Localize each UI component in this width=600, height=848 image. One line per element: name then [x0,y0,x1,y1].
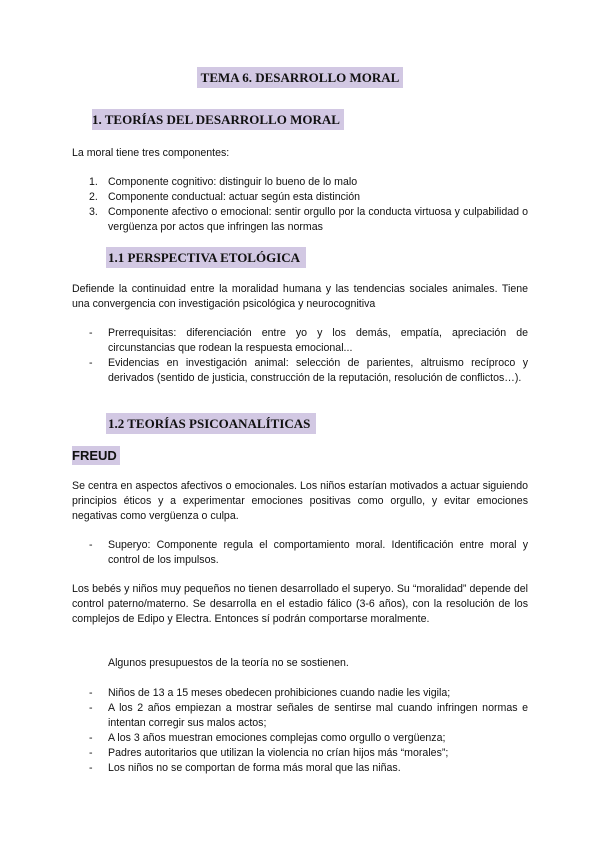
bullet-item: Padres autoritarios que utilizan la violencia no crían hijos más “morales”; [108,747,449,759]
freud-paragraph-2: Los bebés y niños muy pequeños no tienen desarrollado el superyo. Su “moralidad” depende del control paterno/materno. Se desarrolla en el estadio fálico (3-6 años), con la resolución de los complejos de Edipo y Electra. Entonces sí podrán comportarse moralmente. [72,583,528,625]
bullet-item: Prerrequisitas: diferenciación entre yo y los demás, empatía, apreciación de circunstancias que rodean la respuesta emocional... [108,327,528,354]
list-number: 2. [89,191,98,203]
presupuestos-text: Algunos presupuestos de la teoría no se sostienen. [108,657,349,669]
list-number: 1. [89,176,98,188]
list-number: 3. [89,206,98,218]
bullet-item: Niños de 13 a 15 meses obedecen prohibiciones cuando nadie les vigila; [108,687,451,699]
moral-intro: La moral tiene tres componentes: [72,147,230,159]
bullet-dash: - [89,357,93,369]
bullet-dash: - [89,687,93,699]
bullet-item: Los niños no se comportan de forma más moral que las niñas. [108,762,401,774]
superyo-item: Superyo: Componente regula el comportamiento moral. Identificación entre moral y control de los impulsos. [108,539,528,566]
list-item: Componente conductual: actuar según esta distinción [108,191,361,203]
bullet-dash: - [89,762,93,774]
bullet-item: A los 3 años muestran emociones complejas como orgullo o vergüenza; [108,732,446,744]
bullet-item: Evidencias en investigación animal: selección de parientes, altruismo recíproco y derivados (sentido de justicia, construcción de la reputación, resolución de conflictos…). [108,357,528,384]
list-item: Componente afectivo o emocional: sentir orgullo por la conducta virtuosa y culpabilidad o vergüenza por actos que infringen las normas [108,206,528,233]
page-title: TEMA 6. DESARROLLO MORAL [0,70,600,86]
bullet-dash: - [89,539,93,551]
list-item: Componente cognitivo: distinguir lo bueno de lo malo [108,176,358,188]
bullet-dash: - [89,702,93,714]
freud-heading: FREUD [72,448,120,463]
bullet-dash: - [89,732,93,744]
bullet-item: A los 2 años empiezan a mostrar señales de sentirse mal cuando infringen normas e intentan corregir sus malos actos; [108,702,528,729]
section-1-1-heading: 1.1 PERSPECTIVA ETOLÓGICA [106,250,306,266]
section-1-2-heading: 1.2 TEORÍAS PSICOANALÍTICAS [106,416,316,432]
bullet-dash: - [89,327,93,339]
freud-paragraph-1: Se centra en aspectos afectivos o emocionales. Los niños estarían motivados a actuar siguiendo principios éticos y a experimentar emociones positivas como orgullo, y evitar emociones negativas como vergüenza o culpa. [72,480,528,522]
etologica-paragraph: Defiende la continuidad entre la moralidad humana y las tendencias sociales animales. Tiene una convergencia con investigación psicológica y neurocognitiva [72,283,528,310]
section-1-heading: 1. TEORÍAS DEL DESARROLLO MORAL [92,112,344,128]
bullet-dash: - [89,747,93,759]
